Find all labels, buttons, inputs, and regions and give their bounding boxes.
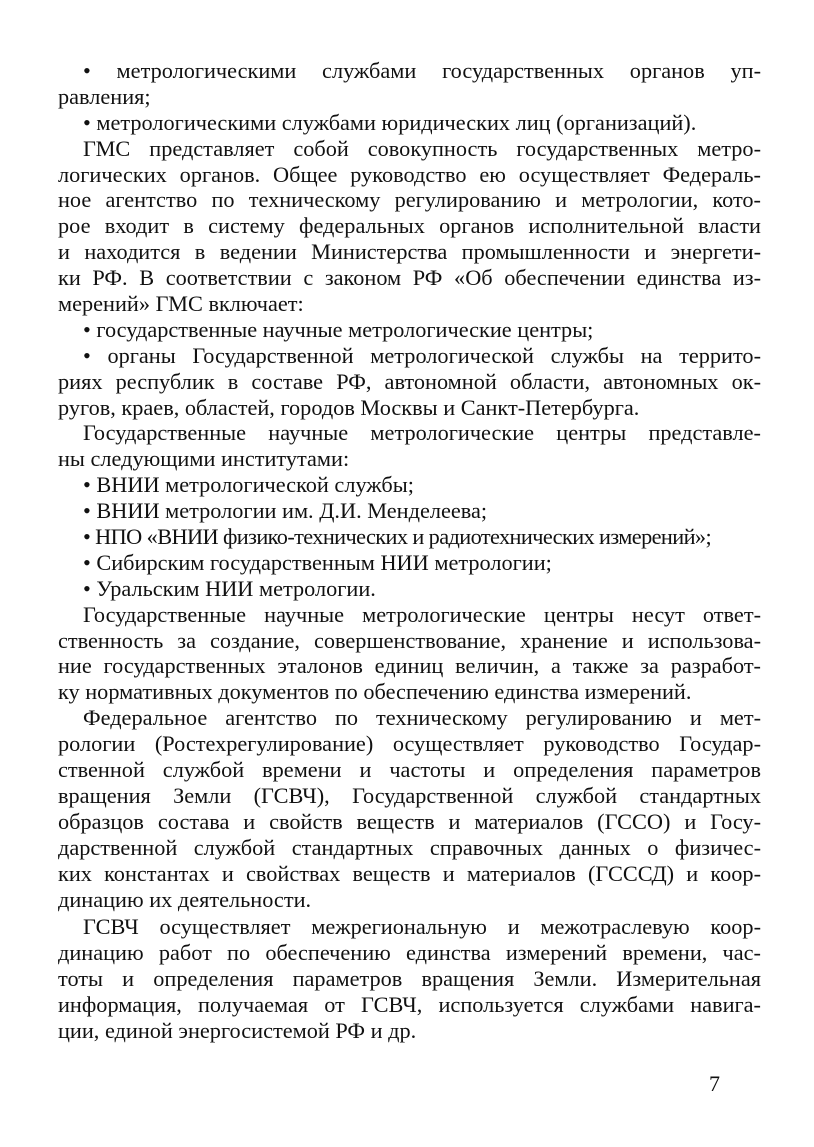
- text-line: ГМС представляет собой совокупность государственных метро-: [83, 135, 761, 161]
- text-line: ние государственных эталонов единиц величин, а также за разработ-: [58, 653, 761, 679]
- text-line: • метрологическими службами юридических лиц (организаций).: [83, 109, 697, 135]
- text-line: • НПО «ВНИИ физико-технических и радиотехнических измерений»;: [83, 524, 712, 550]
- text-line: вращения Земли (ГСВЧ), Государственной службой стандартных: [58, 782, 761, 808]
- text-line: ГСВЧ осуществляет межрегиональную и межотраслевую коор-: [83, 914, 761, 940]
- text-line: • государственные научные метрологические центры;: [83, 316, 594, 342]
- text-line: • ВНИИ метрологии им. Д.И. Менделеева;: [83, 498, 488, 524]
- text-line: ны следующими институтами:: [58, 446, 350, 472]
- text-line: ругов, краев, областей, городов Москвы и Санкт-Петербурга.: [58, 394, 640, 420]
- text-line: и находится в ведении Министерства промышленности и энергети-: [58, 239, 761, 265]
- text-line: ких константах и свойствах веществ и материалов (ГСССД) и коор-: [58, 860, 761, 886]
- text-line: ственность за создание, совершенствование, хранение и использова-: [58, 627, 761, 653]
- text-line: ки РФ. В соответствии с законом РФ «Об обеспечении единства из-: [58, 265, 761, 291]
- text-line: Государственные научные метрологические центры представле-: [83, 420, 761, 446]
- text-line: тоты и определения параметров вращения Земли. Измерительная: [58, 966, 761, 992]
- text-line: мерений» ГМС включает:: [58, 291, 304, 317]
- text-line: ное агентство по техническому регулированию и метрологии, кото-: [58, 187, 761, 213]
- text-line: риях республик в составе РФ, автономной области, автономных ок-: [58, 368, 761, 394]
- text-line: динацию их деятельности.: [58, 886, 312, 912]
- page-number: 7: [709, 1071, 720, 1096]
- text-line: • Сибирским государственным НИИ метрологии;: [83, 549, 552, 575]
- text-line: информация, получаемая от ГСВЧ, используется службами навига-: [58, 992, 761, 1018]
- text-line: равления;: [58, 83, 151, 109]
- text-line: • органы Государственной метрологической службы на террито-: [83, 342, 761, 368]
- text-line: логических органов. Общее руководство ею осуществляет Федераль-: [58, 161, 761, 187]
- text-line: ции, единой энергосистемой РФ и др.: [58, 1017, 417, 1043]
- text-line: • Уральским НИИ метрологии.: [83, 575, 376, 601]
- text-line: Федеральное агентство по техническому регулированию и мет-: [83, 705, 761, 731]
- text-line: динацию работ по обеспечению единства измерений времени, час-: [58, 940, 761, 966]
- text-line: • ВНИИ метрологической службы;: [83, 472, 414, 498]
- text-line: Государственные научные метрологические центры несут ответ-: [83, 601, 761, 627]
- text-line: дарственной службой стандартных справочных данных о физичес-: [58, 834, 761, 860]
- page-body-text: [58, 58, 761, 1044]
- text-line: рое входит в систему федеральных органов исполнительной власти: [58, 213, 761, 239]
- text-line: ку нормативных документов по обеспечению единства измерений.: [58, 679, 692, 705]
- text-line: • метрологическими службами государственных органов уп-: [83, 58, 761, 83]
- text-line: образцов состава и свойств веществ и материалов (ГССО) и Госу-: [58, 808, 761, 834]
- text-line: рологии (Ростехрегулирование) осуществляет руководство Государ-: [58, 731, 761, 757]
- text-line: ственной службой времени и частоты и определения параметров: [58, 757, 761, 783]
